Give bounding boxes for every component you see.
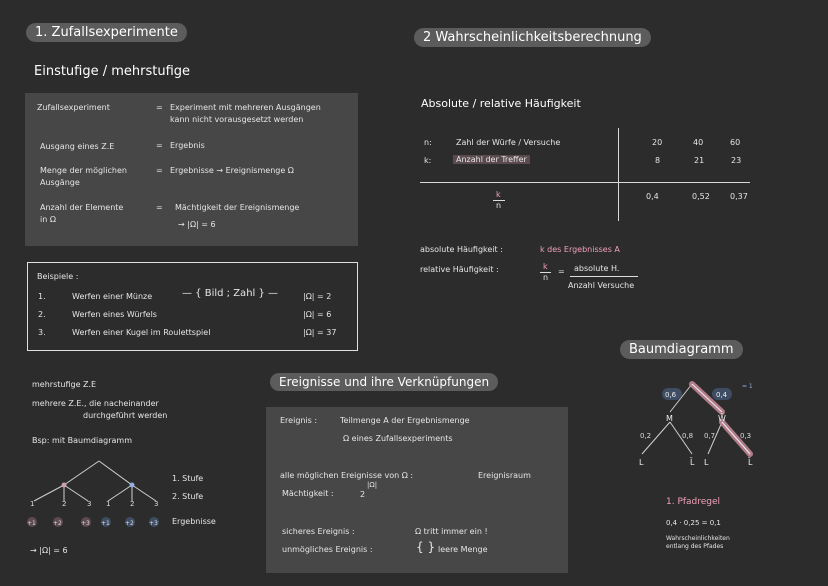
n-label: n: [424,138,432,147]
rule-desc-2: entlang des Pfades [666,543,724,550]
tree-node [62,483,67,488]
tree-node [130,483,135,488]
ratio-val-2: 0,52 [692,192,710,201]
k-val-1: 8 [655,156,661,165]
machtigkeit-label: Mächtigkeit : [282,489,334,498]
def-eq-1: = [156,103,163,112]
def-eq-2: = [156,141,163,150]
rel-label: relative Häufigkeit : [420,265,499,274]
stage-num-4: 1 [106,500,111,508]
rel-eq: = [558,267,565,276]
stage-2-label: 2. Stufe [172,492,204,501]
tree-branch [99,461,132,485]
node-right: W̄ [718,414,726,423]
def-eq-3: = [156,166,163,175]
def-eq-4: = [156,203,163,212]
rel-frac-num: k [543,262,548,271]
rule-calc: 0,4 · 0,25 = 0,1 [666,519,721,527]
def-term-4b: in Ω [40,215,56,224]
def-term-4: Anzahl der Elemente [40,203,124,212]
stage-1-label: 1. Stufe [172,474,204,483]
unmoeglich-label: unmögliches Ereignis : [282,545,373,554]
result-label-1: +1 [27,520,36,527]
prob-rl: 0,7 [704,432,716,440]
rel-value-line [570,276,638,277]
n-val-1: 20 [652,138,663,147]
prob-ll: 0,2 [640,432,652,440]
example-num-1: 1. [38,292,46,301]
rel-value-num: absolute H. [574,264,620,273]
sicher-label: sicheres Ereignis : [282,527,355,536]
example-num-3: 3. [38,328,46,337]
example-val-3: |Ω| = 37 [303,328,337,337]
example-val-1: |Ω| = 2 [303,292,332,301]
tree-branch [108,485,132,501]
section2-title: 2 Wahrscheinlichkeitsberechnung [414,28,651,47]
tree-branch [64,461,99,485]
rule-desc-1: Wahrscheinlichkeiten [666,535,730,542]
all-events: alle möglichen Ereignisse von Ω : [280,471,414,480]
example-num-2: 2. [38,310,46,319]
rel-value-den: Anzahl Versuche [568,281,635,290]
ereignis-label: Ereignis : [280,416,318,425]
result-label-4: +1 [101,520,110,527]
example-set-1: — { Bild ; Zahl } — [182,288,279,299]
prob-p2: 0,4 [716,391,728,399]
leaf-2: L̄ [690,458,695,467]
table-hline [420,182,750,183]
k-desc: Anzahl der Treffer [453,155,530,164]
k-val-3: 23 [731,156,742,165]
result-label-6: +3 [149,520,158,527]
ereignis-def-1: Teilmenge A der Ergebnismenge [340,416,470,425]
ereignis-def-2: Ω eines Zufallsexperiments [343,434,453,443]
prob-rr: 0,3 [740,432,752,440]
ereignisraum: Ereignisraum [478,471,531,480]
result-label-3: +3 [81,520,90,527]
def-text-4b: → |Ω| = 6 [178,220,216,229]
result-label-2: +2 [53,520,62,527]
multi-desc-2: durchgeführt werden [83,411,168,420]
stage-num-5: 2 [130,500,135,508]
example-text-3: Werfen einer Kugel im Roulettspiel [72,328,211,337]
rel-frac-den: n [543,273,549,282]
examples-title: Beispiele : [37,272,79,281]
prob-p1: 0,6 [665,391,677,399]
multi-desc-1: mehrere Z.E., die nacheinander [32,399,159,408]
tree-branch [132,485,156,501]
ratio-val-1: 0,4 [646,192,659,201]
n-val-3: 60 [730,138,741,147]
def-term-3b: Ausgänge [40,178,80,187]
multi-bsp: Bsp: mit Baumdiagramm [32,436,132,445]
tree-branch [64,485,88,501]
prob-lr: 0,8 [682,432,694,440]
n-val-2: 40 [693,138,704,147]
def-text-1b: kann nicht vorausgesetzt werden [170,115,304,124]
frac-num: k [496,190,501,199]
def-term-1: Zufallsexperiment [37,103,110,112]
ratio-val-3: 0,37 [730,192,748,201]
section1-subtitle: Einstufige / mehrstufige [34,64,191,79]
multi-total: → |Ω| = 6 [30,546,68,555]
stage-num-1: 1 [30,500,35,508]
events-title: Ereignisse und ihre Verknüpfungen [270,373,498,391]
def-text-3a: Ergebnisse → Ereignismenge Ω [170,166,294,175]
prob-note: = 1 [742,383,753,390]
stage-num-2: 2 [62,500,67,508]
table-vline [618,128,619,221]
multi-title: mehrstufige Z.E [32,380,97,389]
tree-branch [34,485,64,501]
abs-label: absolute Häufigkeit : [420,245,503,254]
small-tree-diagram [24,455,194,535]
machtigkeit-base: 2 [360,490,366,499]
leaf-1: L [639,458,644,467]
result-label-5: +2 [125,520,134,527]
def-text-2a: Ergebnis [170,141,205,150]
sicher-val: Ω tritt immer ein ! [415,527,488,536]
leaf-4: L̄ [748,458,753,467]
example-text-2: Werfen eines Würfels [72,310,157,319]
example-val-2: |Ω| = 6 [303,310,332,319]
rule-title: 1. Pfadregel [666,497,721,507]
node-left: M [666,414,673,423]
k-val-2: 21 [694,156,705,165]
def-text-1a: Experiment mit mehreren Ausgängen [170,103,321,112]
def-text-4a: Mächtigkeit der Ereignismenge [175,203,300,212]
leaf-3: L [704,458,709,467]
n-desc: Zahl der Würfe / Versuche [456,138,561,147]
example-text-1: Werfen einer Münze [72,292,153,301]
frac-den: n [496,201,502,210]
probability-tree [630,378,770,473]
machtigkeit-exp: |Ω| [367,481,378,489]
stage-num-6: 3 [154,500,159,508]
def-term-3: Menge der möglichen [40,166,127,175]
abs-value: k des Ergebnisses A [540,245,620,254]
results-label: Ergebnisse [172,517,216,526]
section2-subtitle: Absolute / relative Häufigkeit [421,97,581,110]
def-term-2: Ausgang eines Z.E [40,142,115,151]
k-label: k: [424,156,432,165]
unmoeglich-set: { } [416,540,436,554]
tree-title: Baumdiagramm [620,340,743,359]
stage-num-3: 3 [87,500,92,508]
unmoeglich-val: leere Menge [438,545,488,554]
section1-title: 1. Zufallsexperimente [26,23,187,42]
